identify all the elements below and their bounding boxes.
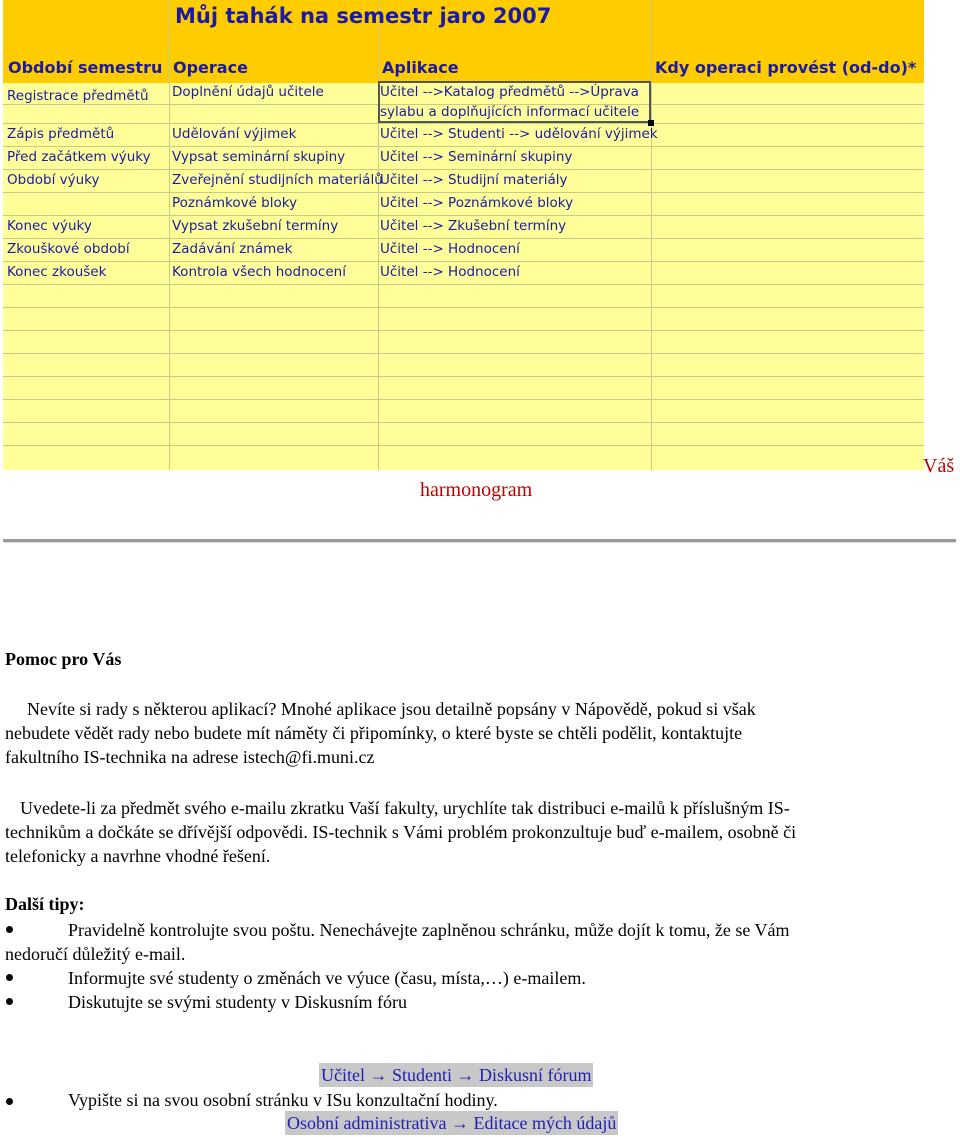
- cell-operation: Kontrola všech hodnocení: [172, 264, 346, 280]
- cell-operation: Vypsat seminární skupiny: [172, 149, 346, 165]
- personal-admin-link[interactable]: Osobní administrativa → Editace mých údajů: [287, 1113, 617, 1133]
- tip-item2: Informujte své studenty o změnách ve výuce (času, místa,…) e-mailem.: [68, 968, 586, 988]
- cell-application: Učitel --> Studenti --> udělování výjimek: [380, 126, 658, 142]
- cell-period: Zkouškové období: [7, 241, 130, 257]
- bullet-icon: [6, 926, 13, 933]
- cell-application-cont: sylabu a doplňujících informací učitele: [380, 104, 640, 120]
- cell-operation: Udělování výjimek: [172, 126, 297, 142]
- grid-line: [3, 445, 924, 446]
- grid-line: [3, 399, 924, 400]
- cell-period: Před začátkem výuky: [7, 149, 151, 165]
- fill-handle: [648, 120, 654, 126]
- grid-line: [3, 376, 924, 377]
- caption-line1: Váš: [923, 455, 955, 477]
- cell-period: Konec výuky: [7, 218, 92, 234]
- cell-application: Učitel --> Zkušební termíny: [380, 218, 567, 234]
- bullet-icon: [6, 974, 13, 981]
- cell-period: Období výuky: [7, 172, 100, 188]
- bullet-icon: [6, 1098, 13, 1105]
- cell-operation: Zveřejnění studijních materiálů: [172, 172, 383, 188]
- tip-item1-line2: nedoručí důležitý e-mail.: [5, 944, 186, 964]
- cell-operation: Poznámkové bloky: [172, 195, 298, 211]
- forum-path-link[interactable]: Učitel → Studenti → Diskusní fórum: [321, 1065, 592, 1085]
- cell-application: Učitel --> Studijní materiály: [380, 172, 568, 188]
- cell-application: Učitel --> Seminární skupiny: [380, 149, 573, 165]
- selected-cell-outline: [378, 81, 651, 123]
- help-para2-line1: Uvedete-li za předmět svého e-mailu zkratku Vaší fakulty, urychlíte tak distribuci e-mailů k příslušným IS-: [20, 798, 790, 818]
- column-header-period: Období semestru: [8, 58, 163, 77]
- sheet-title: Můj tahák na semestr jaro 2007: [175, 4, 552, 28]
- help-para1-line2: nebudete vědět rady nebo budete mít náměty či připomínky, o které byste se chtěli podělit, kontaktujte: [5, 723, 743, 743]
- tip-item4: Vypište si na svou osobní stránku v ISu konzultační hodiny.: [68, 1090, 498, 1110]
- grid-line: [3, 330, 924, 331]
- bullet-icon: [6, 998, 13, 1005]
- cell-period: Registrace předmětů: [7, 88, 149, 104]
- cell-application: Učitel --> Poznámkové bloky: [380, 195, 574, 211]
- help-para2-line2: technikům a dočkáte se dřívější odpovědi. IS-technik s Vámi problém prokonzultuje buď e-mailem, osobně či: [5, 822, 797, 842]
- cell-operation: Doplnění údajů učitele: [172, 84, 324, 100]
- grid-line: [3, 307, 924, 308]
- help-para2-line3: telefonicky a navrhne vhodné řešení.: [5, 846, 271, 866]
- cell-operation: Zadávání známek: [172, 241, 293, 257]
- cell-operation: Vypsat zkušební termíny: [172, 218, 339, 234]
- grid-line: [3, 353, 924, 354]
- tips-heading: Další tipy:: [5, 894, 85, 914]
- cell-period: Konec zkoušek: [7, 264, 107, 280]
- column-header-when: Kdy operaci provést (od-do)*: [655, 58, 917, 77]
- caption-line2: harmonogram: [420, 479, 533, 501]
- help-heading: Pomoc pro Vás: [5, 649, 122, 669]
- cell-application: Učitel -->Katalog předmětů -->Úprava: [380, 84, 639, 100]
- tip-item3: Diskutujte se svými studenty v Diskusním fóru: [68, 992, 407, 1012]
- harmonogram-sheet: [3, 0, 924, 470]
- horizontal-rule: [3, 539, 956, 543]
- cell-application: Učitel --> Hodnocení: [380, 264, 520, 280]
- column-header-application: Aplikace: [382, 58, 459, 77]
- column-header-operation: Operace: [173, 58, 248, 77]
- grid-line: [3, 284, 924, 285]
- cell-period: Zápis předmětů: [7, 126, 115, 142]
- grid-line: [3, 422, 924, 423]
- tip-item1-line1: Pravidelně kontrolujte svou poštu. Nenechávejte zaplněnou schránku, může dojít k tomu, že se Vám: [68, 920, 790, 940]
- cell-application: Učitel --> Hodnocení: [380, 241, 520, 257]
- help-para1-line3: fakultního IS-technika na adrese istech@fi.muni.cz: [5, 747, 375, 767]
- help-para1-line1: Nevíte si rady s některou aplikací? Mnohé aplikace jsou detailně popsány v Nápovědě, pokud si však: [27, 699, 756, 719]
